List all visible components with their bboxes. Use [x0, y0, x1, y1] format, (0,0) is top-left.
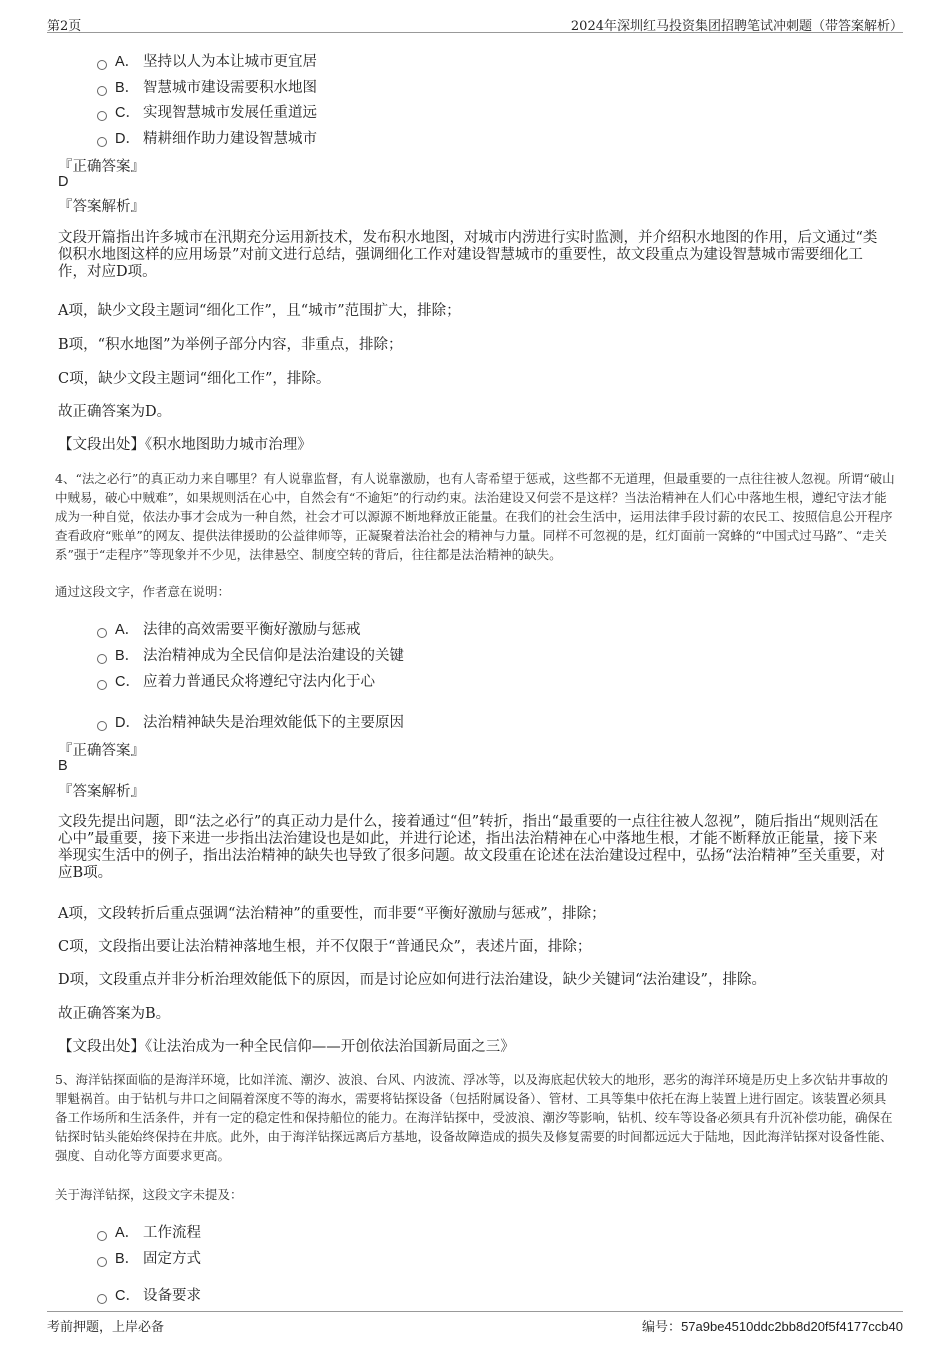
source-citation: 【文段出处】《积水地图助力城市治理》	[58, 437, 312, 453]
document-code: 编号：57a9be4510ddc2bb8d20f5f4177ccb40	[642, 1319, 903, 1335]
radio-icon[interactable]	[97, 111, 107, 121]
radio-icon[interactable]	[97, 86, 107, 96]
analysis-text: 文段先提出问题，即“法之必行”的真正动力是什么，接着通过“但”转折，指出“最重要的一点往往被人忽视”，随后指出“规则活在心中”最重要，接下来进一步指出法治建设也是如此，并进行论述，指出法治精神在心中落地生根，才能不断释放正能量，接下来举现实生活中的例子，指出法治精神的缺失也导致了很多问题。故文段重在论述在法治建设过程中，弘扬“法治精神”至关重要，对应B项。	[58, 814, 885, 881]
option-c[interactable]: C． 应着力普通民众将遵纪守法内化于心	[97, 670, 375, 691]
analysis-line: 故正确答案为B。	[58, 1006, 171, 1022]
option-b[interactable]: B． 固定方式	[97, 1247, 201, 1268]
page-number: 第2页	[47, 19, 82, 34]
option-a[interactable]: A． 法律的高效需要平衡好激励与惩戒	[97, 618, 361, 639]
option-b[interactable]: B． 法治精神成为全民信仰是法治建设的关键	[97, 644, 404, 665]
analysis-line: D项，文段重点并非分析治理效能低下的原因，而是讨论应如何进行法治建设，缺少关键词“法治建设”，排除。	[58, 972, 766, 988]
option-c[interactable]: C． 设备要求	[97, 1284, 201, 1305]
footer-slogan: 考前押题，上岸必备	[47, 1320, 165, 1335]
document-title: 2024年深圳红马投资集团招聘笔试冲刺题（带答案解析）	[570, 19, 903, 34]
answer-value: D	[58, 174, 69, 190]
analysis-line: C项，缺少文段主题词“细化工作”，排除。	[58, 371, 331, 387]
analysis-label: 『答案解析』	[58, 199, 145, 215]
answer-value: B	[58, 758, 68, 774]
analysis-line: B项，“积水地图”为举例子部分内容，非重点，排除；	[58, 337, 403, 353]
source-citation: 【文段出处】《让法治成为一种全民信仰——开创依法治国新局面之三》	[58, 1039, 515, 1055]
radio-icon[interactable]	[97, 628, 107, 638]
analysis-line: 故正确答案为D。	[58, 404, 172, 420]
analysis-label: 『答案解析』	[58, 784, 145, 800]
page-header	[47, 14, 903, 33]
option-d[interactable]: D． 法治精神缺失是治理效能低下的主要原因	[97, 711, 404, 732]
analysis-text: 文段开篇指出许多城市在汛期充分运用新技术，发布积水地图，对城市内涝进行实时监测，并介绍积水地图的作用，后文通过“类似积水地图这样的应用场景”对前文进行总结，强调细化工作对建设智慧城市的重要性，故文段重点为建设智慧城市需要细化工作，对应D项。	[58, 230, 878, 280]
radio-icon[interactable]	[97, 654, 107, 664]
answer-label: 『正确答案』	[58, 159, 145, 175]
option-a[interactable]: A． 坚持以人为本让城市更宜居	[97, 50, 317, 71]
analysis-line: A项，缺少文段主题词“细化工作”，且“城市”范围扩大，排除；	[58, 303, 461, 319]
radio-icon[interactable]	[97, 721, 107, 731]
question-prompt: 通过这段文字，作者意在说明：	[55, 584, 231, 599]
radio-icon[interactable]	[97, 1231, 107, 1241]
answer-label: 『正确答案』	[58, 743, 145, 759]
question-text: 4、“法之必行”的真正动力来自哪里？有人说靠监督，有人说靠激励，也有人寄希望于惩戒，这些都不无道理，但最重要的一点往往被人忽视。所谓“破山中贼易，破心中贼难”，如果规则活在心中，自然会有“不逾矩”的行动约束。法治建设又何尝不是这样？当法治精神在人们心中落地生根，遵纪守法才能成为一种自觉，依法办事才会成为一种自然，社会才可以源源不断地释放正能量。在我们的社会生活中，运用法律手段讨薪的农民工、按照信息公开程序查看政府“账单”的网友、提供法律援助的公益律师等，正凝聚着法治社会的精神与力量。同样不可忽视的是，红灯面前一窝蜂的“中国式过马路”、“走关系”强于“走程序”等现象并不少见，法律悬空、制度空转的背后，往往都是法治精神的缺失。	[55, 471, 895, 562]
analysis-line: C项，文段指出要让法治精神落地生根，并不仅限于“普通民众”，表述片面，排除；	[58, 939, 592, 955]
option-c[interactable]: C． 实现智慧城市发展任重道远	[97, 101, 317, 122]
radio-icon[interactable]	[97, 1257, 107, 1267]
page-footer	[47, 1311, 903, 1336]
option-d[interactable]: D． 精耕细作助力建设智慧城市	[97, 127, 317, 148]
radio-icon[interactable]	[97, 60, 107, 70]
option-b[interactable]: B． 智慧城市建设需要积水地图	[97, 76, 317, 97]
question-text: 5、海洋钻探面临的是海洋环境，比如洋流、潮汐、波浪、台风、内波流、浮冰等，以及海底起伏较大的地形，恶劣的海洋环境是历史上多次钻井事故的罪魁祸首。由于钻机与井口之间隔着深度不等的海水，需要将钻探设备（包括附属设备）、管材、工具等集中依托在海上装置上进行固定。该装置必须具备工作场所和生活条件，并有一定的稳定性和保持船位的能力。在海洋钻探中，受波浪、潮汐等影响，钻机、绞车等设备必须具有升沉补偿功能，确保在钻探时钻头能始终保持在井底。此外，由于海洋钻探远离后方基地，设备故障造成的损失及修复需要的时间都远远大于陆地，因此海洋钻探对设备性能、强度、自动化等方面要求更高。	[55, 1072, 893, 1163]
analysis-line: A项，文段转折后重点强调“法治精神”的重要性，而非要“平衡好激励与惩戒”，排除；	[58, 906, 606, 922]
option-a[interactable]: A． 工作流程	[97, 1221, 201, 1242]
radio-icon[interactable]	[97, 137, 107, 147]
radio-icon[interactable]	[97, 1294, 107, 1304]
radio-icon[interactable]	[97, 680, 107, 690]
question-prompt: 关于海洋钻探，这段文字未提及：	[55, 1187, 243, 1202]
